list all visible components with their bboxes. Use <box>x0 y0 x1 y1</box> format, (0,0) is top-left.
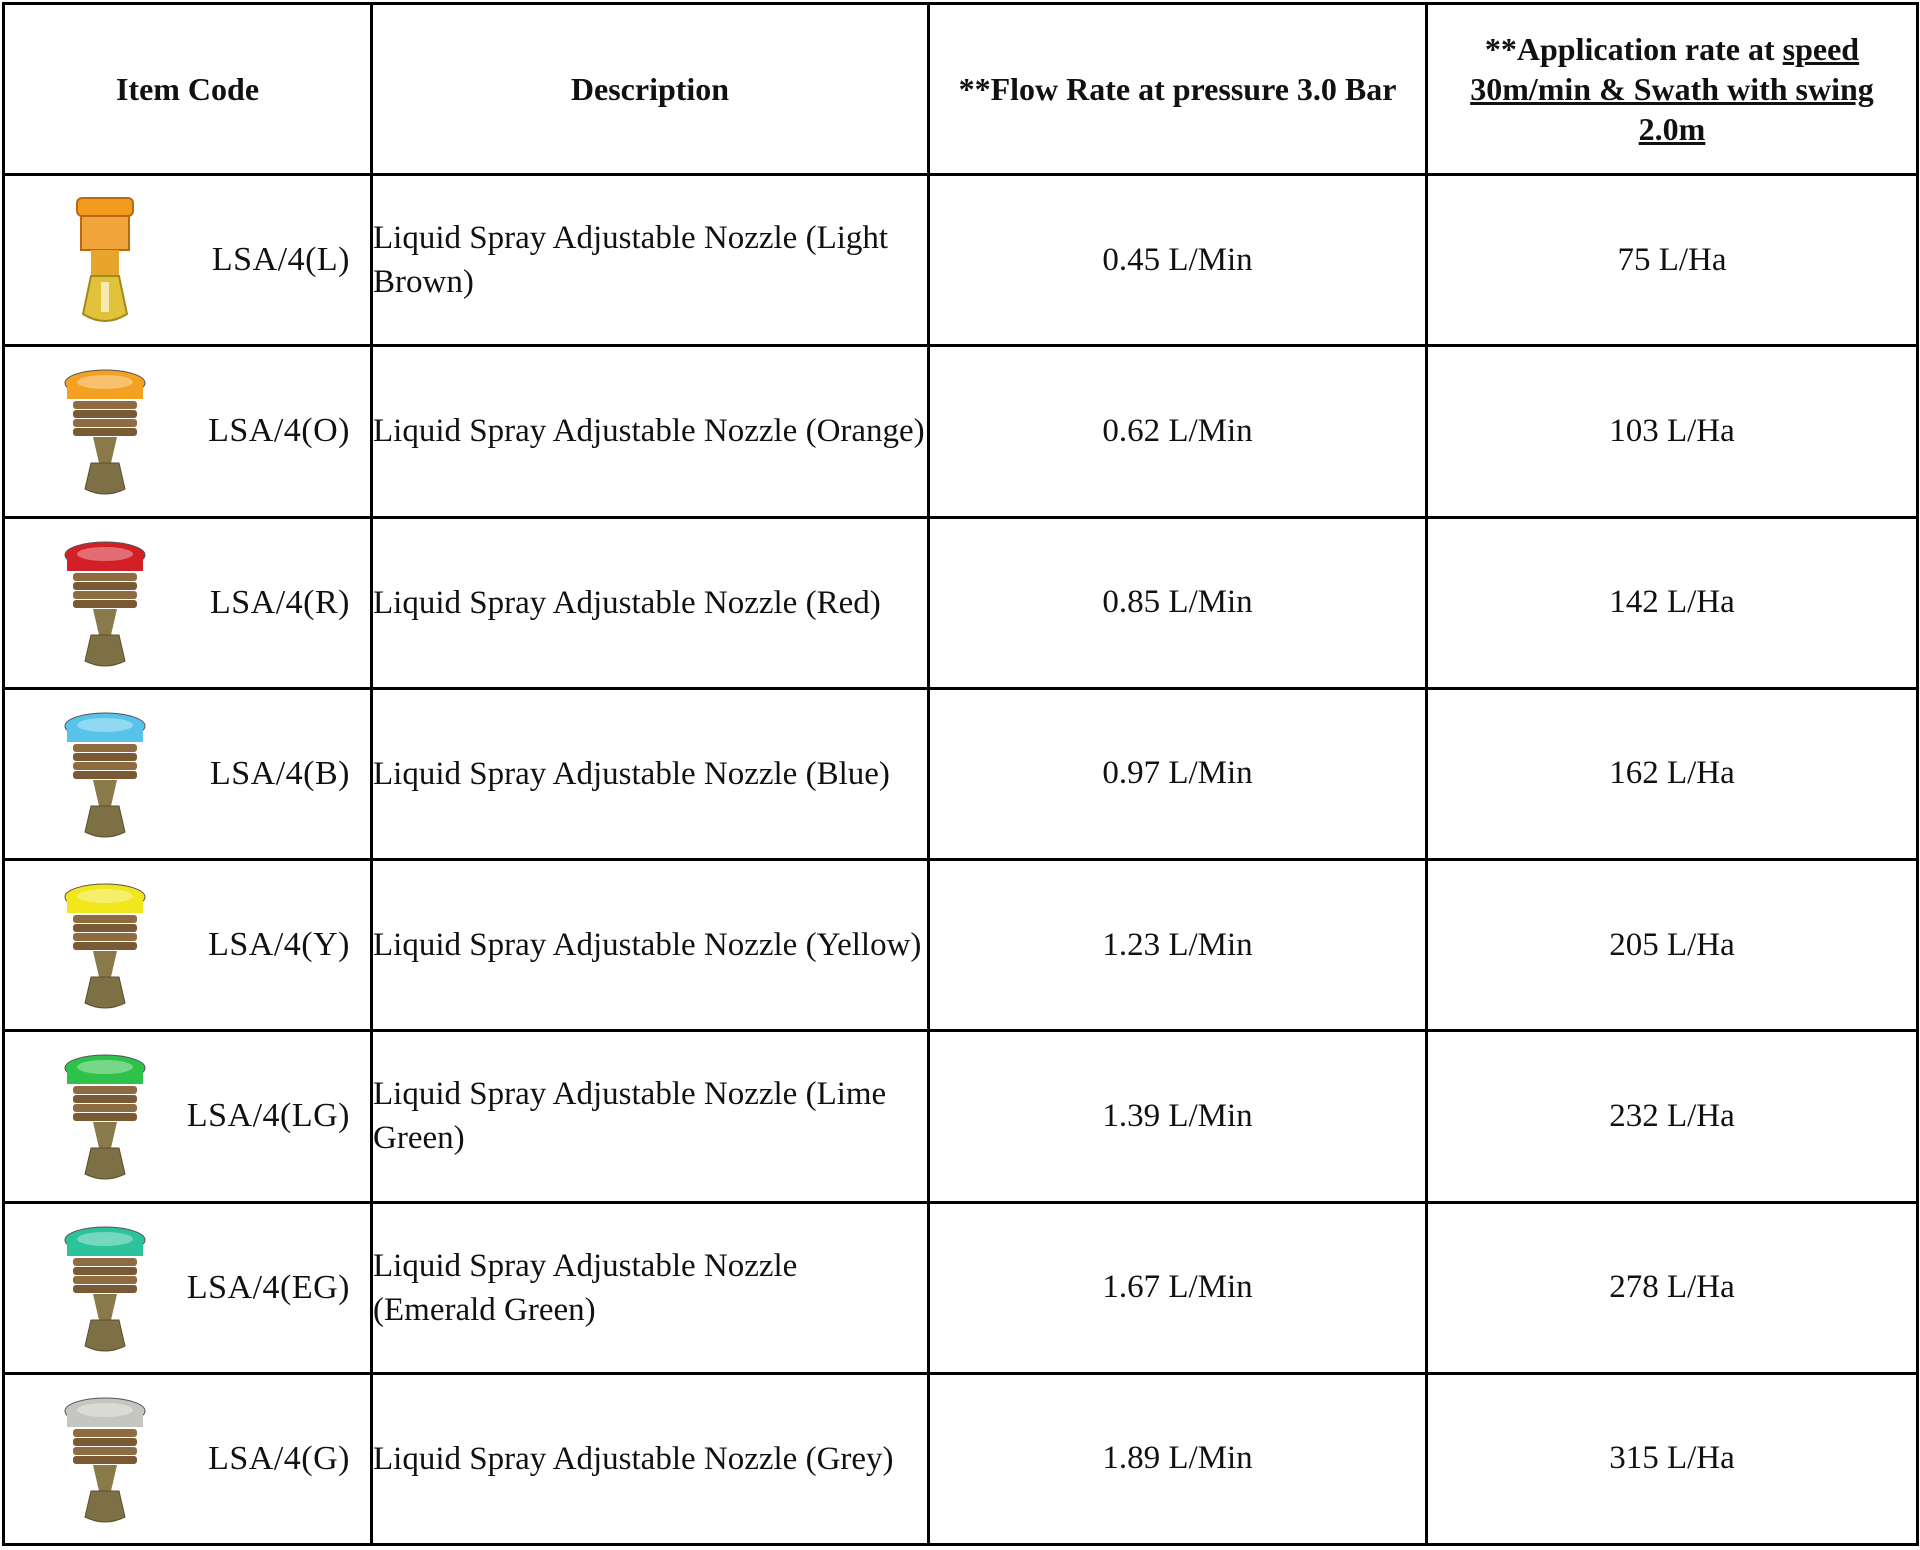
item-code: LSA/4(L) <box>211 241 350 279</box>
table-row-1 <box>4 175 1918 346</box>
description-cell <box>372 517 929 688</box>
item-code-cell <box>4 175 372 346</box>
description-text: Liquid Spray Adjustable Nozzle (Yellow) <box>373 927 922 964</box>
application-rate-cell: 142 L/Ha <box>1427 517 1918 688</box>
item-code: LSA/4(LG) <box>186 1097 350 1135</box>
header-application-rate-swath: 30m/min & Swath with swing <box>1470 71 1874 107</box>
table-body <box>4 175 1918 1545</box>
header-application-rate-speed: speed <box>1782 31 1860 67</box>
description-text: Liquid Spray Adjustable Nozzle (Lime Green) <box>373 1076 887 1157</box>
flow-rate-cell: 1.23 L/Min <box>929 860 1427 1031</box>
application-rate-cell: 278 L/Ha <box>1427 1202 1918 1373</box>
header-application-rate <box>1427 4 1918 175</box>
application-rate-cell: 205 L/Ha <box>1427 860 1918 1031</box>
header-item-code: Item Code <box>4 4 372 175</box>
application-rate-cell: 315 L/Ha <box>1427 1373 1918 1544</box>
nozzle-spec-table <box>2 2 1919 1546</box>
header-description: Description <box>372 4 929 175</box>
header-application-rate-width: 2.0m <box>1638 111 1706 147</box>
application-rate-cell: 75 L/Ha <box>1427 175 1918 346</box>
description-text: Liquid Spray Adjustable Nozzle (Emerald Green) <box>373 1247 798 1328</box>
description-cell <box>372 1031 929 1202</box>
item-code-cell <box>4 517 372 688</box>
description-cell <box>372 175 929 346</box>
description-text: Liquid Spray Adjustable Nozzle (Red) <box>373 584 881 621</box>
table-row-7 <box>4 1202 1918 1373</box>
yellow-nozzle-icon <box>55 881 155 1016</box>
item-code: LSA/4(EG) <box>186 1268 350 1306</box>
flow-rate-cell: 0.45 L/Min <box>929 175 1427 346</box>
grey-nozzle-icon <box>55 1395 155 1530</box>
description-text: Liquid Spray Adjustable Nozzle (Orange) <box>373 413 925 450</box>
description-cell <box>372 1373 929 1544</box>
orange-nozzle-icon <box>55 367 155 502</box>
item-code-cell <box>4 688 372 859</box>
flow-rate-cell: 1.89 L/Min <box>929 1373 1427 1544</box>
description-cell <box>372 860 929 1031</box>
table-row-6 <box>4 1031 1918 1202</box>
header-flow-rate: **Flow Rate at pressure 3.0 Bar <box>929 4 1427 175</box>
application-rate-cell: 232 L/Ha <box>1427 1031 1918 1202</box>
item-code-cell <box>4 1202 372 1373</box>
item-code: LSA/4(R) <box>210 583 350 621</box>
flow-rate-cell: 0.85 L/Min <box>929 517 1427 688</box>
item-code-cell <box>4 346 372 517</box>
item-code: LSA/4(O) <box>208 412 350 450</box>
table-row-5 <box>4 860 1918 1031</box>
application-rate-cell: 103 L/Ha <box>1427 346 1918 517</box>
description-cell <box>372 1202 929 1373</box>
description-cell <box>372 688 929 859</box>
item-code-cell <box>4 860 372 1031</box>
item-code-cell <box>4 1373 372 1544</box>
item-code: LSA/4(Y) <box>208 926 350 964</box>
header-application-rate-prefix: **Application rate at <box>1484 31 1783 67</box>
item-code: LSA/4(G) <box>208 1439 350 1477</box>
application-rate-cell: 162 L/Ha <box>1427 688 1918 859</box>
flow-rate-cell: 0.97 L/Min <box>929 688 1427 859</box>
item-code: LSA/4(B) <box>210 754 350 792</box>
description-text: Liquid Spray Adjustable Nozzle (Light Brown) <box>373 220 889 301</box>
item-code-cell <box>4 1031 372 1202</box>
emerald-green-nozzle-icon <box>55 1224 155 1359</box>
description-text: Liquid Spray Adjustable Nozzle (Blue) <box>373 755 890 792</box>
blue-nozzle-icon <box>55 710 155 845</box>
table-row-8 <box>4 1373 1918 1544</box>
table-row-4 <box>4 688 1918 859</box>
description-cell <box>372 346 929 517</box>
table-row-3 <box>4 517 1918 688</box>
table-row-2 <box>4 346 1918 517</box>
light-brown-nozzle-icon <box>55 196 155 331</box>
header-row <box>4 4 1918 175</box>
lime-green-nozzle-icon <box>55 1052 155 1187</box>
red-nozzle-icon <box>55 539 155 674</box>
flow-rate-cell: 0.62 L/Min <box>929 346 1427 517</box>
flow-rate-cell: 1.39 L/Min <box>929 1031 1427 1202</box>
flow-rate-cell: 1.67 L/Min <box>929 1202 1427 1373</box>
description-text: Liquid Spray Adjustable Nozzle (Grey) <box>373 1440 894 1477</box>
